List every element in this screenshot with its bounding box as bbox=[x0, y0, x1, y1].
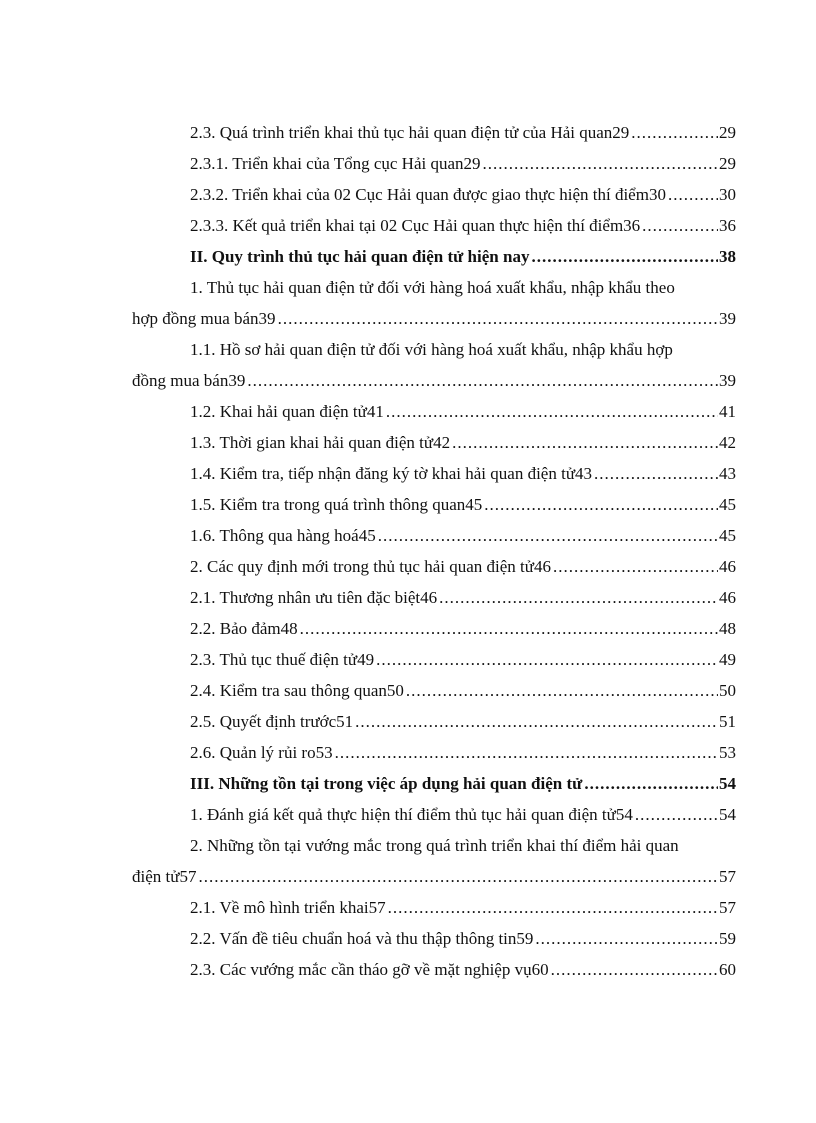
toc-entry bbox=[132, 613, 736, 644]
toc-entry-title: 2.1. Về mô hình triển khai57 bbox=[190, 898, 386, 917]
toc-entry bbox=[132, 489, 736, 520]
toc-entry-title: 1.4. Kiểm tra, tiếp nhận đăng ký tờ khai hải quan điện tử43 bbox=[190, 464, 593, 483]
dot-leader bbox=[531, 241, 718, 272]
dot-leader bbox=[594, 458, 718, 489]
toc-entry-row bbox=[132, 706, 736, 737]
toc-entry-page-number: 46 bbox=[719, 557, 736, 576]
toc-entry bbox=[132, 210, 736, 241]
toc-entry-title: 2.3. Quá trình triển khai thủ tục hải quan điện tử của Hải quan29 bbox=[190, 123, 630, 142]
toc-entry-row bbox=[132, 520, 736, 551]
toc-entry bbox=[132, 458, 736, 489]
toc-entry-title: 1.6. Thông qua hàng hoá45 bbox=[190, 526, 376, 545]
toc-entry-row bbox=[132, 303, 736, 334]
dot-leader bbox=[406, 675, 718, 706]
toc-entry-page-number: 38 bbox=[719, 247, 736, 266]
toc-entry-row bbox=[132, 117, 736, 148]
toc-entry-row bbox=[132, 923, 736, 954]
dot-leader bbox=[553, 551, 718, 582]
toc-entry bbox=[132, 892, 736, 923]
dot-leader bbox=[668, 179, 718, 210]
dot-leader bbox=[386, 396, 718, 427]
toc-entry-title: 2.3.3. Kết quả triển khai tại 02 Cục Hải quan thực hiện thí điểm36 bbox=[190, 216, 641, 235]
toc-entry-page-number: 51 bbox=[719, 712, 736, 731]
dot-leader bbox=[483, 148, 718, 179]
toc-entry-page-number: 46 bbox=[719, 588, 736, 607]
toc-entry bbox=[132, 582, 736, 613]
toc-entry-title: II. Quy trình thủ tục hải quan điện tử hiện nay bbox=[190, 247, 530, 266]
toc-entry-title: 2.3.2. Triển khai của 02 Cục Hải quan được giao thực hiện thí điểm30 bbox=[190, 185, 666, 204]
toc-entry-title: điện tử57 bbox=[132, 867, 197, 886]
dot-leader bbox=[584, 768, 718, 799]
toc-entry-title: 2.3. Thủ tục thuế điện tử49 bbox=[190, 650, 375, 669]
dot-leader bbox=[300, 613, 718, 644]
toc-entry-page-number: 41 bbox=[719, 402, 736, 421]
toc-entry bbox=[132, 334, 736, 396]
toc-entry-row bbox=[132, 737, 736, 768]
dot-leader bbox=[378, 520, 718, 551]
toc-entry bbox=[132, 427, 736, 458]
dot-leader bbox=[439, 582, 718, 613]
toc-entry-page-number: 60 bbox=[719, 960, 736, 979]
toc-entry-page-number: 50 bbox=[719, 681, 736, 700]
toc-entry-page-number: 39 bbox=[719, 309, 736, 328]
dot-leader bbox=[452, 427, 718, 458]
toc-entry-row bbox=[132, 644, 736, 675]
toc-entry-row bbox=[132, 241, 736, 272]
dot-leader bbox=[376, 644, 718, 675]
toc-entry bbox=[132, 396, 736, 427]
toc-entry-row bbox=[132, 148, 736, 179]
toc-entry-title: đồng mua bán39 bbox=[132, 371, 246, 390]
toc-entry-page-number: 45 bbox=[719, 526, 736, 545]
dot-leader bbox=[247, 365, 718, 396]
toc-entry-row bbox=[132, 582, 736, 613]
toc-entry-title: 2.2. Bảo đảm48 bbox=[190, 619, 298, 638]
toc-entry-page-number: 57 bbox=[719, 898, 736, 917]
toc-entry bbox=[132, 706, 736, 737]
toc-entry bbox=[132, 551, 736, 582]
toc-entry bbox=[132, 272, 736, 334]
toc-entry-page-number: 39 bbox=[719, 371, 736, 390]
dot-leader bbox=[631, 117, 718, 148]
toc-entry-title: III. Những tồn tại trong việc áp dụng hải quan điện tử bbox=[190, 774, 583, 793]
toc-entry-page-number: 45 bbox=[719, 495, 736, 514]
toc-entry-page-number: 43 bbox=[719, 464, 736, 483]
toc-entry-page-number: 59 bbox=[719, 929, 736, 948]
dot-leader bbox=[642, 210, 718, 241]
toc-entry bbox=[132, 954, 736, 985]
toc-entry-row bbox=[132, 954, 736, 985]
toc-entry-title: 1.3. Thời gian khai hải quan điện tử42 bbox=[190, 433, 451, 452]
toc-entry-title: 1. Đánh giá kết quả thực hiện thí điểm thủ tục hải quan điện tử54 bbox=[190, 805, 633, 824]
dot-leader bbox=[198, 861, 718, 892]
toc-entry-page-number: 42 bbox=[719, 433, 736, 452]
toc-entry bbox=[132, 148, 736, 179]
toc-entry-title: 2.4. Kiểm tra sau thông quan50 bbox=[190, 681, 404, 700]
toc-entry-row bbox=[132, 675, 736, 706]
toc-entry-row bbox=[132, 210, 736, 241]
toc-entry-page-number: 29 bbox=[719, 154, 736, 173]
toc-entry-row bbox=[132, 768, 736, 799]
toc-entry bbox=[132, 830, 736, 892]
toc-entry bbox=[132, 117, 736, 148]
toc-entry-page-number: 48 bbox=[719, 619, 736, 638]
toc-entry-page-number: 36 bbox=[719, 216, 736, 235]
toc-entry bbox=[132, 241, 736, 272]
toc-entry-row bbox=[132, 613, 736, 644]
toc-entry bbox=[132, 644, 736, 675]
toc-entry bbox=[132, 737, 736, 768]
dot-leader bbox=[335, 737, 718, 768]
toc-entry-row bbox=[132, 489, 736, 520]
toc-entry-row bbox=[132, 799, 736, 830]
toc-entry bbox=[132, 675, 736, 706]
toc-entry-title: 2.1. Thương nhân ưu tiên đặc biệt46 bbox=[190, 588, 438, 607]
toc-entry-title-line1: 1. Thủ tục hải quan điện tử đối với hàng hoá xuất khẩu, nhập khẩu theo bbox=[190, 278, 675, 297]
toc-entry-row bbox=[132, 861, 736, 892]
toc-entry-row bbox=[132, 458, 736, 489]
toc-entry bbox=[132, 799, 736, 830]
table-of-contents bbox=[132, 117, 736, 985]
dot-leader bbox=[484, 489, 718, 520]
toc-entry-title: 2.6. Quản lý rủi ro53 bbox=[190, 743, 333, 762]
toc-entry-title-line1: 2. Những tồn tại vướng mắc trong quá trình triển khai thí điểm hải quan bbox=[190, 836, 679, 855]
toc-entry-title: 1.5. Kiểm tra trong quá trình thông quan45 bbox=[190, 495, 483, 514]
toc-entry bbox=[132, 768, 736, 799]
toc-entry bbox=[132, 520, 736, 551]
toc-entry-title: hợp đồng mua bán39 bbox=[132, 309, 276, 328]
toc-entry-title: 2. Các quy định mới trong thủ tục hải quan điện tử46 bbox=[190, 557, 551, 576]
toc-entry-title: 2.2. Vấn đề tiêu chuẩn hoá và thu thập thông tin59 bbox=[190, 929, 534, 948]
dot-leader bbox=[551, 954, 718, 985]
toc-entry-page-number: 29 bbox=[719, 123, 736, 142]
toc-entry-title-line1: 1.1. Hồ sơ hải quan điện tử đối với hàng hoá xuất khẩu, nhập khẩu hợp bbox=[190, 340, 673, 359]
toc-entry-row bbox=[132, 427, 736, 458]
dot-leader bbox=[535, 923, 718, 954]
toc-entry bbox=[132, 923, 736, 954]
toc-entry-title: 2.3.1. Triển khai của Tổng cục Hải quan29 bbox=[190, 154, 481, 173]
toc-entry-page-number: 30 bbox=[719, 185, 736, 204]
dot-leader bbox=[388, 892, 718, 923]
toc-entry-row bbox=[132, 179, 736, 210]
toc-entry-page-number: 54 bbox=[719, 805, 736, 824]
dot-leader bbox=[355, 706, 718, 737]
toc-entry-page-number: 53 bbox=[719, 743, 736, 762]
toc-entry-row bbox=[132, 892, 736, 923]
toc-entry-row bbox=[132, 551, 736, 582]
toc-entry-title: 2.3. Các vướng mắc cần tháo gỡ về mặt nghiệp vụ60 bbox=[190, 960, 549, 979]
toc-entry-title: 2.5. Quyết định trước51 bbox=[190, 712, 354, 731]
toc-entry-page-number: 54 bbox=[719, 774, 736, 793]
toc-entry-row bbox=[132, 365, 736, 396]
dot-leader bbox=[278, 303, 718, 334]
toc-entry bbox=[132, 179, 736, 210]
toc-entry-page-number: 49 bbox=[719, 650, 736, 669]
toc-entry-page-number: 57 bbox=[719, 867, 736, 886]
toc-entry-row bbox=[132, 396, 736, 427]
toc-entry-title: 1.2. Khai hải quan điện tử41 bbox=[190, 402, 384, 421]
dot-leader bbox=[635, 799, 718, 830]
